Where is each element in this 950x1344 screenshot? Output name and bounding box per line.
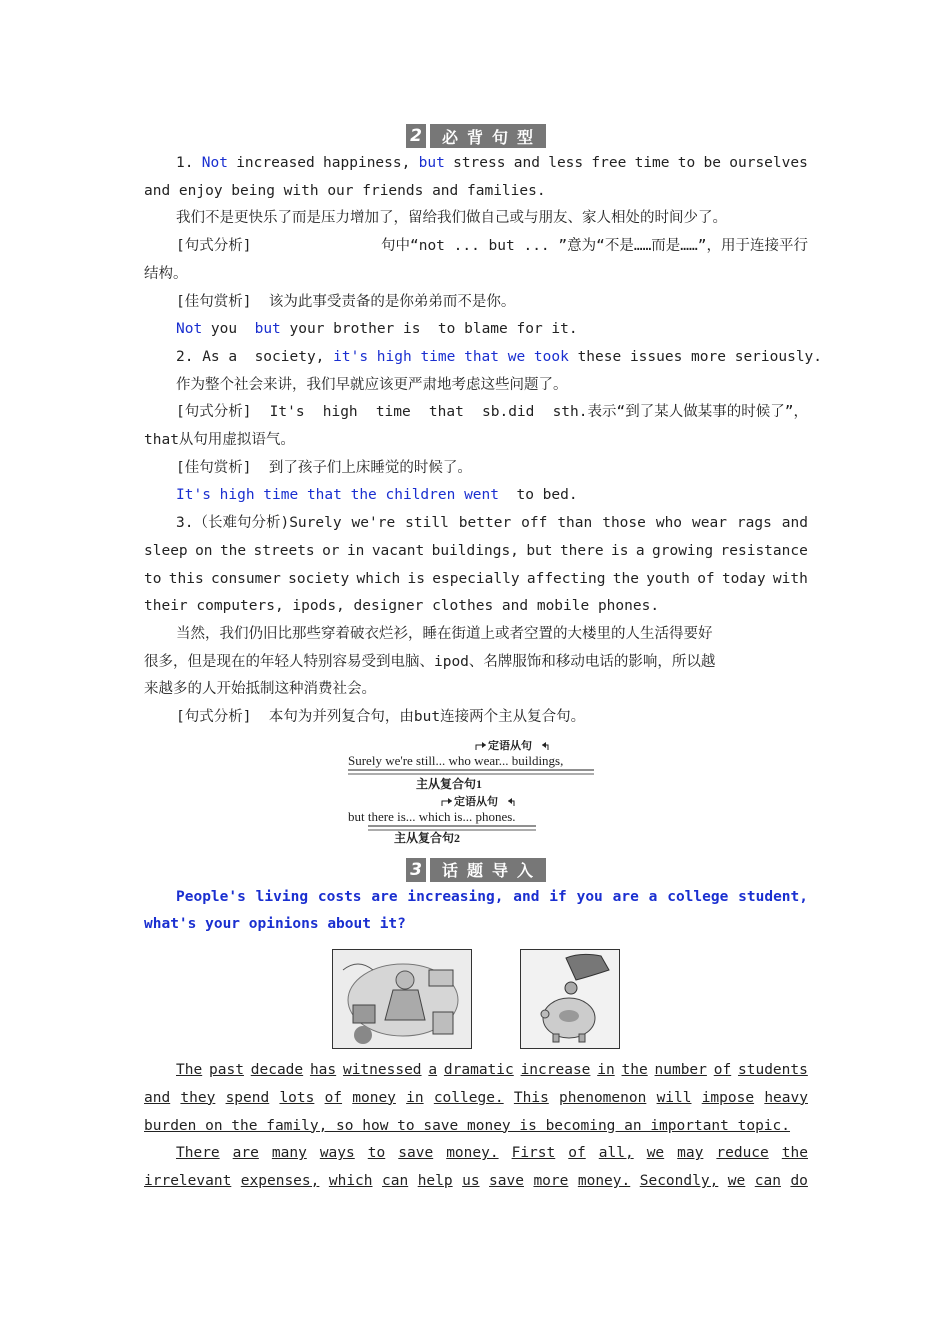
item2-analysis: [句式分析] It's high time that sb.did sth.表示“到了某人做某事的时候了”， (176, 404, 808, 421)
complex-sentence-label-2: 主从复合句2 (394, 830, 461, 844)
item2-example-en: It's high time that the children went to bed. (176, 487, 578, 504)
item3-line1: 3.（长难句分析)Surely we're still better off than those who wear rags and (176, 515, 808, 532)
section-2-header (144, 124, 808, 148)
item1-line2: and enjoy being with our friends and families. (144, 182, 546, 199)
section-title: 必背句型 (430, 124, 546, 148)
item2-analysis-cont: that从句用虚拟语气。 (144, 432, 295, 449)
item3-line4: their computers, ipods, designer clothes and mobile phones. (144, 598, 660, 615)
topic-question-line1: People's living costs are increasing, and if you are a college student, (176, 888, 808, 905)
complex-sentence-label-1: 主从复合句1 (416, 776, 483, 791)
shopping-illustration (332, 949, 472, 1049)
piggy-bank-illustration (520, 949, 620, 1049)
diagram-line-2: but there is... which is... phones. (348, 808, 516, 824)
para1-line1: The past decade has witnessed a dramatic increase in the number of students (176, 1062, 808, 1079)
item3-line3: to this consumer society which is especially affecting the youth of today with (144, 570, 808, 587)
diagram-line-1: Surely we're still... who wear... buildings, (348, 752, 564, 768)
item1-example-cn: [佳句赏析] 该为此事受责备的是你弟弟而不是你。 (176, 293, 516, 310)
attr-clause-label-2: 定语从句 (454, 795, 498, 808)
attr-clause-label-1: 定语从句 (488, 739, 532, 752)
item3-translation-2: 很多，但是现在的年轻人特别容易受到电脑、ipod、名牌服饰和移动电话的影响，所以越 (144, 653, 716, 670)
illustrations (144, 949, 808, 1049)
section-number: 2 (406, 124, 426, 148)
topic-question-line2: what's your opinions about it? (144, 916, 406, 933)
item2-translation: 作为整个社会来讲，我们早就应该更严肃地考虑这些问题了。 (176, 376, 568, 393)
para1-line2: and they spend lots of money in college. This phenomenon will impose heavy (144, 1089, 808, 1106)
item3-translation-3: 来越多的人开始抵制这种消费社会。 (144, 681, 376, 698)
item1-example-en: Not you but your brother is to blame for it. (176, 321, 578, 338)
item2-line1: 2. As a society, it's high time that we took these issues more seriously. (176, 348, 823, 365)
page-content (144, 124, 823, 1196)
item3-line2: sleep on the streets or in vacant buildings, but there is a growing resistance (144, 542, 808, 559)
item3-translation-1: 当然，我们仍旧比那些穿着破衣烂衫，睡在街道上或者空置的大楼里的人生活得要好 (176, 625, 713, 642)
sentence-diagram (144, 740, 808, 844)
item3-analysis: [句式分析] 本句为并列复合句，由but连接两个主从复合句。 (176, 709, 586, 726)
item1-analysis: [句式分析] 句中“not ... but ... ”意为“不是……而是……”，用于连接平行 (176, 238, 808, 255)
section-3-header (144, 858, 808, 882)
para2-line2: irrelevant expenses, which can help us save more money. Secondly, we can do (144, 1172, 808, 1189)
section-title: 话题导入 (430, 858, 546, 882)
item1-analysis-cont: 结构。 (144, 265, 188, 282)
item2-example-cn: [佳句赏析] 到了孩子们上床睡觉的时候了。 (176, 459, 472, 476)
para2-line1: There are many ways to save money. First of all, we may reduce the (176, 1145, 808, 1162)
sentence-diagram-svg (346, 740, 606, 844)
item1-line1: 1. Not increased happiness, but stress and less free time to be ourselves (176, 155, 808, 171)
section-number: 3 (406, 858, 426, 882)
para1-line3: burden on the family, so how to save money is becoming an important topic. (144, 1117, 791, 1134)
item1-translation: 我们不是更快乐了而是压力增加了，留给我们做自己或与朋友、家人相处的时间少了。 (176, 210, 727, 227)
